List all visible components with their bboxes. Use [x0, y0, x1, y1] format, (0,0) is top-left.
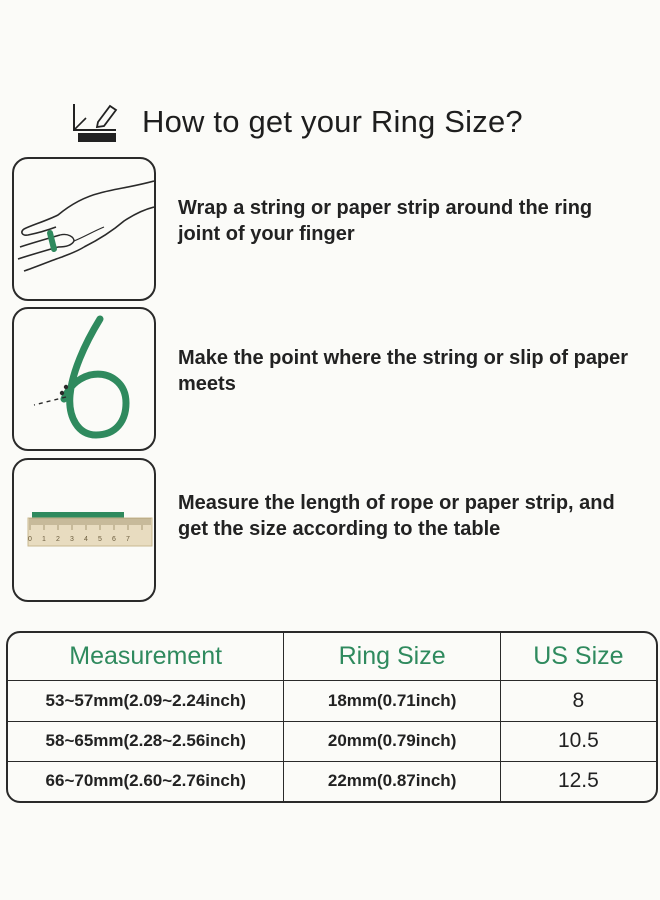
cell-us-size: 8 — [500, 681, 656, 721]
header-measurement: Measurement — [8, 633, 284, 681]
ruler-label: 6 — [112, 536, 116, 543]
ruler-label: 1 — [42, 536, 46, 543]
ruler-label: 4 — [84, 536, 88, 543]
ruler-label: 7 — [126, 536, 130, 543]
string-loop-icon — [14, 309, 154, 449]
ruler-label: 0 — [28, 536, 32, 543]
table-row — [8, 681, 656, 721]
cell-ring-size: 20mm(0.79inch) — [284, 721, 500, 761]
step-3 — [12, 458, 632, 603]
cell-ring-size: 22mm(0.87inch) — [284, 761, 500, 801]
ruler-label: 2 — [56, 536, 60, 543]
step-3-illustration — [12, 458, 156, 602]
ruler-label: 3 — [70, 536, 74, 543]
cell-ring-size: 18mm(0.71inch) — [284, 681, 500, 721]
step-3-text: Measure the length of rope or paper strip, and get the size according to the table — [178, 492, 615, 540]
step-1-illustration — [12, 157, 156, 301]
header-ring-size: Ring Size — [284, 633, 500, 681]
header-us-size: US Size — [500, 633, 656, 681]
step-1-text: Wrap a string or paper strip around the ring joint of your finger — [178, 197, 593, 245]
page-title: How to get your Ring Size? — [142, 104, 523, 139]
hand-with-ring-icon — [14, 159, 154, 299]
table-row — [8, 721, 656, 761]
ruler-label: 5 — [98, 536, 102, 543]
cell-measurement: 53~57mm(2.09~2.24inch) — [8, 681, 284, 721]
step-1 — [12, 157, 632, 302]
ruler-strip-icon — [14, 460, 154, 600]
ruler-pencil-icon — [72, 100, 122, 144]
table-header-row — [8, 633, 656, 681]
cell-measurement: 66~70mm(2.60~2.76inch) — [8, 761, 284, 801]
cell-us-size: 12.5 — [500, 761, 656, 801]
step-2-illustration — [12, 307, 156, 451]
page-header — [72, 100, 612, 148]
cell-us-size: 10.5 — [500, 721, 656, 761]
step-2-text: Make the point where the string or slip of paper meets — [178, 347, 629, 395]
table-row — [8, 761, 656, 801]
step-2 — [12, 307, 632, 452]
cell-measurement: 58~65mm(2.28~2.56inch) — [8, 721, 284, 761]
size-table — [6, 631, 658, 803]
